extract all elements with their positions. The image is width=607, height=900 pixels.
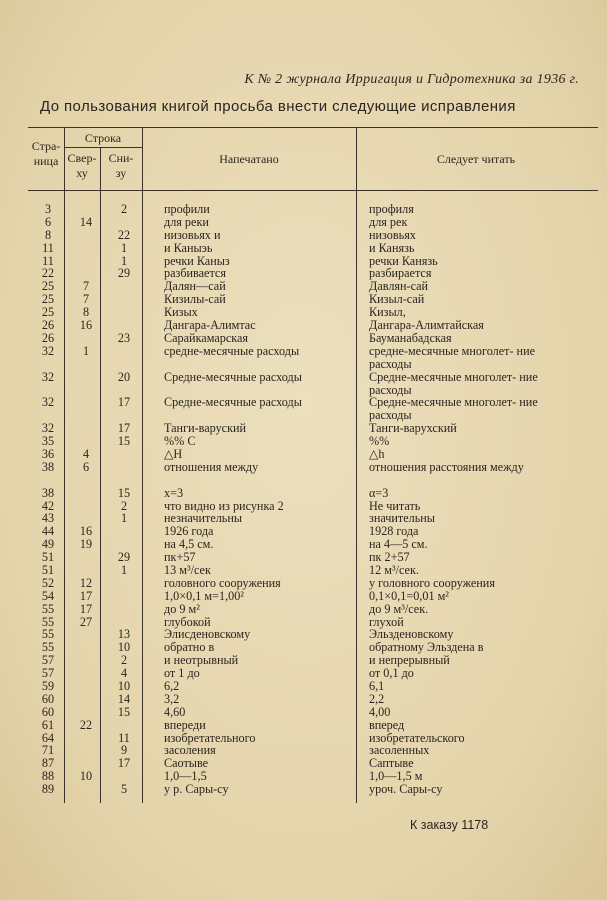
cell-page: 36 bbox=[41, 446, 55, 461]
cell-correct: 6,1 bbox=[369, 679, 385, 694]
cell-printed: у р. Сары-су bbox=[164, 782, 229, 797]
cell-correct: Средне-месячные многолет- ние расходы bbox=[369, 369, 538, 397]
header-line-group: Строка bbox=[84, 131, 122, 145]
cell-from-top: 6 bbox=[82, 459, 90, 474]
cell-correct: и непрерывный bbox=[369, 653, 450, 668]
cell-printed: и неотрывный bbox=[164, 653, 239, 668]
cell-printed: низовьях и bbox=[164, 227, 221, 242]
cell-printed: 6,2 bbox=[164, 679, 180, 694]
cell-correct: и Канязь bbox=[369, 240, 415, 255]
cell-correct: 1928 года bbox=[369, 524, 419, 539]
cell-from-top: 17 bbox=[79, 588, 93, 603]
cell-correct: Эльзденовскому bbox=[369, 627, 454, 642]
cell-page: 55 bbox=[41, 614, 55, 629]
cell-from-bottom: 10 bbox=[117, 640, 131, 655]
header-page: Стра- ница bbox=[31, 139, 61, 168]
cell-from-bottom: 29 bbox=[117, 266, 131, 281]
table-row bbox=[28, 293, 588, 306]
cell-from-bottom: 15 bbox=[117, 434, 131, 449]
cell-printed: Дангара-Алимтас bbox=[164, 318, 256, 333]
cell-printed: и Каныэь bbox=[164, 240, 213, 255]
cell-from-bottom: 11 bbox=[118, 730, 130, 745]
cell-from-top: 16 bbox=[79, 524, 93, 539]
cell-correct: 1,0—1,5 м bbox=[369, 769, 423, 784]
cell-correct: обратному Эльздена в bbox=[369, 640, 484, 655]
header-from-top: Свер- ху bbox=[67, 151, 97, 180]
table-row bbox=[28, 448, 588, 461]
cell-from-top: 22 bbox=[79, 717, 93, 732]
cell-correct: значительны bbox=[369, 511, 435, 526]
cell-correct: средне-месячные многолет- ние расходы bbox=[369, 343, 536, 371]
cell-correct: от 0,1 до bbox=[369, 666, 414, 681]
cell-correct: Давлян-сай bbox=[369, 279, 429, 294]
table-row bbox=[28, 732, 588, 745]
table-row bbox=[28, 280, 588, 293]
table-row bbox=[28, 538, 588, 551]
table-row bbox=[28, 577, 588, 590]
table-row bbox=[28, 551, 588, 564]
table-row bbox=[28, 564, 588, 577]
cell-printed: до 9 м² bbox=[164, 601, 200, 616]
cell-from-bottom: 1 bbox=[120, 563, 128, 577]
cell-from-top: 17 bbox=[79, 601, 93, 616]
cell-printed: %% С bbox=[164, 434, 196, 449]
cell-page: 55 bbox=[41, 601, 55, 616]
cell-from-bottom: 17 bbox=[117, 395, 131, 410]
cell-page: 22 bbox=[41, 266, 55, 281]
errata-heading: До пользования книгой просьба внести следующие исправления bbox=[40, 98, 516, 115]
cell-page: 54 bbox=[41, 588, 55, 603]
cell-page: 55 bbox=[41, 627, 55, 642]
journal-reference: К № 2 журнала Ирригация и Гидротехника за 1936 г. bbox=[244, 72, 579, 87]
cell-from-bottom: 13 bbox=[117, 627, 131, 642]
header-printed: Напечатано bbox=[219, 152, 279, 166]
table-row bbox=[28, 770, 588, 783]
cell-correct: разбирается bbox=[369, 266, 432, 281]
cell-printed: незначительны bbox=[164, 511, 243, 526]
table-row bbox=[28, 203, 588, 216]
table-row bbox=[28, 422, 588, 435]
cell-printed: изобретательного bbox=[164, 730, 256, 745]
table-row bbox=[28, 255, 588, 268]
cell-printed: Элисденовскому bbox=[164, 627, 251, 642]
cell-page: 89 bbox=[41, 782, 55, 797]
cell-printed: 1926 года bbox=[164, 524, 214, 539]
cell-printed: Средне-месячные расходы bbox=[164, 369, 302, 384]
table-row bbox=[28, 332, 588, 345]
cell-correct: Танги-варухский bbox=[369, 421, 457, 436]
cell-page: 42 bbox=[41, 498, 55, 513]
table-row bbox=[28, 744, 588, 757]
cell-correct: уроч. Сары-су bbox=[369, 782, 443, 797]
cell-from-top: 14 bbox=[79, 214, 93, 229]
cell-from-bottom: 17 bbox=[117, 421, 131, 436]
cell-page: 8 bbox=[44, 227, 52, 242]
table-row bbox=[28, 512, 588, 525]
cell-from-bottom: 23 bbox=[117, 330, 131, 345]
table-row bbox=[28, 616, 588, 629]
table-row bbox=[28, 461, 588, 487]
cell-printed: головного сооружения bbox=[164, 575, 281, 590]
cell-from-bottom: 29 bbox=[117, 550, 131, 565]
cell-printed: впереди bbox=[164, 717, 206, 732]
cell-correct: вперед bbox=[369, 717, 405, 732]
cell-from-top: 7 bbox=[82, 279, 90, 294]
cell-from-top: 7 bbox=[82, 292, 90, 307]
cell-page: 25 bbox=[41, 279, 55, 294]
cell-page: 51 bbox=[41, 550, 55, 565]
cell-from-bottom: 14 bbox=[117, 691, 131, 706]
cell-correct: пк 2+57 bbox=[369, 550, 410, 565]
errata-rows bbox=[28, 203, 588, 796]
cell-printed: Танги-варуский bbox=[164, 421, 247, 436]
cell-printed: Саотыве bbox=[164, 756, 209, 771]
table-row bbox=[28, 654, 588, 667]
cell-page: 60 bbox=[41, 704, 55, 719]
cell-from-bottom: 2 bbox=[120, 202, 128, 216]
cell-from-bottom: 5 bbox=[120, 782, 128, 797]
cell-page: 3 bbox=[44, 202, 52, 216]
cell-correct: Кизыл, bbox=[369, 305, 406, 320]
cell-correct: Дангара-Алимтайская bbox=[369, 318, 484, 333]
cell-from-top: 16 bbox=[79, 318, 93, 333]
cell-printed: средне-месячные расходы bbox=[164, 343, 300, 358]
cell-page: 60 bbox=[41, 691, 55, 706]
cell-printed: х=3 bbox=[164, 485, 184, 500]
table-row bbox=[28, 487, 588, 500]
table-row bbox=[28, 500, 588, 513]
cell-printed: обратно в bbox=[164, 640, 215, 655]
cell-from-bottom: 15 bbox=[117, 485, 131, 500]
cell-correct: низовьях bbox=[369, 227, 416, 242]
cell-correct: Средне-месячные многолет- ние расходы bbox=[369, 395, 538, 423]
cell-correct: 12 м³/сек. bbox=[369, 563, 419, 577]
cell-printed: для реки bbox=[164, 214, 209, 229]
cell-page: 32 bbox=[41, 369, 55, 384]
cell-page: 64 bbox=[41, 730, 55, 745]
cell-from-top: 4 bbox=[82, 446, 90, 461]
table-row bbox=[28, 628, 588, 641]
cell-correct: глухой bbox=[369, 614, 404, 629]
cell-printed: 1,0—1,5 bbox=[164, 769, 207, 784]
cell-from-top: 27 bbox=[79, 614, 93, 629]
cell-from-bottom: 15 bbox=[117, 704, 131, 719]
cell-page: 59 bbox=[41, 679, 55, 694]
cell-printed: Кизых bbox=[164, 305, 198, 320]
cell-page: 26 bbox=[41, 318, 55, 333]
table-row bbox=[28, 706, 588, 719]
cell-from-bottom: 22 bbox=[117, 227, 131, 242]
cell-from-top: 1 bbox=[82, 343, 90, 358]
table-row bbox=[28, 242, 588, 255]
cell-correct: 4,00 bbox=[369, 704, 391, 719]
cell-page: 6 bbox=[44, 214, 52, 229]
cell-printed: Далян—сай bbox=[164, 279, 226, 294]
header-correct: Следует читать bbox=[436, 152, 516, 166]
cell-from-bottom: 20 bbox=[117, 369, 131, 384]
cell-correct: на 4—5 см. bbox=[369, 537, 428, 552]
cell-from-bottom: 1 bbox=[120, 253, 128, 268]
cell-printed: пк+57 bbox=[164, 550, 196, 565]
cell-page: 32 bbox=[41, 395, 55, 410]
cell-page: 44 bbox=[41, 524, 55, 539]
cell-printed: 13 м³/сек bbox=[164, 563, 211, 577]
cell-printed: 3,2 bbox=[164, 691, 180, 706]
table-row bbox=[28, 757, 588, 770]
cell-correct: речки Канязь bbox=[369, 253, 438, 268]
table-row bbox=[28, 267, 588, 280]
cell-page: 43 bbox=[41, 511, 55, 526]
cell-page: 25 bbox=[41, 292, 55, 307]
cell-correct: у головного сооружения bbox=[369, 575, 495, 590]
cell-page: 11 bbox=[42, 240, 54, 255]
cell-correct: засоленных bbox=[369, 743, 430, 758]
cell-printed: речки Каныз bbox=[164, 253, 230, 268]
table-row bbox=[28, 641, 588, 654]
cell-page: 32 bbox=[41, 343, 55, 358]
header-from-bottom: Сни- зу bbox=[108, 151, 134, 180]
cell-page: 35 bbox=[41, 434, 55, 449]
cell-correct: 2,2 bbox=[369, 691, 385, 706]
cell-page: 71 bbox=[41, 743, 55, 758]
table-row bbox=[28, 371, 588, 397]
cell-page: 26 bbox=[41, 330, 55, 345]
cell-correct: %% bbox=[369, 434, 390, 449]
cell-printed: засоления bbox=[164, 743, 216, 758]
table-row bbox=[28, 319, 588, 332]
table-top-rule bbox=[28, 127, 598, 128]
cell-printed: от 1 до bbox=[164, 666, 200, 681]
cell-printed: профили bbox=[164, 202, 210, 216]
cell-page: 32 bbox=[41, 421, 55, 436]
cell-from-top: 10 bbox=[79, 769, 93, 784]
cell-from-bottom: 9 bbox=[120, 743, 128, 758]
cell-from-top: 8 bbox=[82, 305, 90, 320]
table-row bbox=[28, 396, 588, 422]
cell-page: 88 bbox=[41, 769, 55, 784]
order-number: К заказу 1178 bbox=[410, 818, 489, 832]
table-row bbox=[28, 783, 588, 796]
cell-page: 61 bbox=[41, 717, 55, 732]
cell-from-bottom: 10 bbox=[117, 679, 131, 694]
cell-page: 87 bbox=[41, 756, 55, 771]
table-header-rule bbox=[28, 190, 598, 191]
cell-printed: что видно из рисунка 2 bbox=[164, 498, 284, 513]
table-row bbox=[28, 216, 588, 229]
cell-correct: α=3 bbox=[369, 485, 389, 500]
cell-correct: профиля bbox=[369, 202, 414, 216]
cell-page: 38 bbox=[41, 459, 55, 474]
cell-page: 57 bbox=[41, 653, 55, 668]
cell-from-top: 12 bbox=[79, 575, 93, 590]
cell-printed: 1,0×0,1 м=1,00² bbox=[164, 588, 244, 603]
cell-from-top: 19 bbox=[79, 537, 93, 552]
cell-printed: глубокой bbox=[164, 614, 211, 629]
cell-correct: изобретательского bbox=[369, 730, 465, 745]
cell-printed: отношения между bbox=[164, 459, 259, 474]
table-row bbox=[28, 525, 588, 538]
table-row bbox=[28, 590, 588, 603]
table-row bbox=[28, 719, 588, 732]
cell-page: 25 bbox=[41, 305, 55, 320]
cell-from-bottom: 1 bbox=[120, 240, 128, 255]
cell-printed: разбивается bbox=[164, 266, 226, 281]
cell-from-bottom: 2 bbox=[120, 498, 128, 513]
table-row bbox=[28, 345, 588, 371]
cell-correct: Саптыве bbox=[369, 756, 414, 771]
cell-printed: на 4,5 см. bbox=[164, 537, 214, 552]
cell-page: 57 bbox=[41, 666, 55, 681]
cell-correct: 0,1×0,1=0,01 м² bbox=[369, 588, 449, 603]
table-row bbox=[28, 229, 588, 242]
cell-correct: Не читать bbox=[369, 498, 421, 513]
table-row bbox=[28, 693, 588, 706]
cell-page: 51 bbox=[41, 563, 55, 577]
cell-printed: Сарайкамарская bbox=[164, 330, 249, 345]
table-row bbox=[28, 435, 588, 448]
cell-correct: до 9 м³/сек. bbox=[369, 601, 429, 616]
cell-correct: для рек bbox=[369, 214, 408, 229]
table-row bbox=[28, 667, 588, 680]
cell-correct: отношения расстояния между bbox=[369, 459, 524, 474]
cell-from-bottom: 1 bbox=[120, 511, 128, 526]
cell-page: 49 bbox=[41, 537, 55, 552]
cell-page: 11 bbox=[42, 253, 54, 268]
cell-printed: △H bbox=[164, 446, 183, 461]
cell-page: 52 bbox=[41, 575, 55, 590]
cell-correct: Бауманабадская bbox=[369, 330, 452, 345]
cell-printed: Средне-месячные расходы bbox=[164, 395, 302, 410]
cell-printed: Кизилы-сай bbox=[164, 292, 226, 307]
cell-correct: Кизыл-сай bbox=[369, 292, 425, 307]
cell-from-bottom: 2 bbox=[120, 653, 128, 668]
cell-page: 55 bbox=[41, 640, 55, 655]
table-row bbox=[28, 603, 588, 616]
cell-page: 38 bbox=[41, 485, 55, 500]
cell-printed: 4,60 bbox=[164, 704, 186, 719]
line-group-rule bbox=[64, 147, 142, 148]
table-row bbox=[28, 680, 588, 693]
cell-from-bottom: 4 bbox=[120, 666, 128, 681]
cell-from-bottom: 17 bbox=[117, 756, 131, 771]
table-row bbox=[28, 306, 588, 319]
cell-correct: △h bbox=[369, 446, 385, 461]
